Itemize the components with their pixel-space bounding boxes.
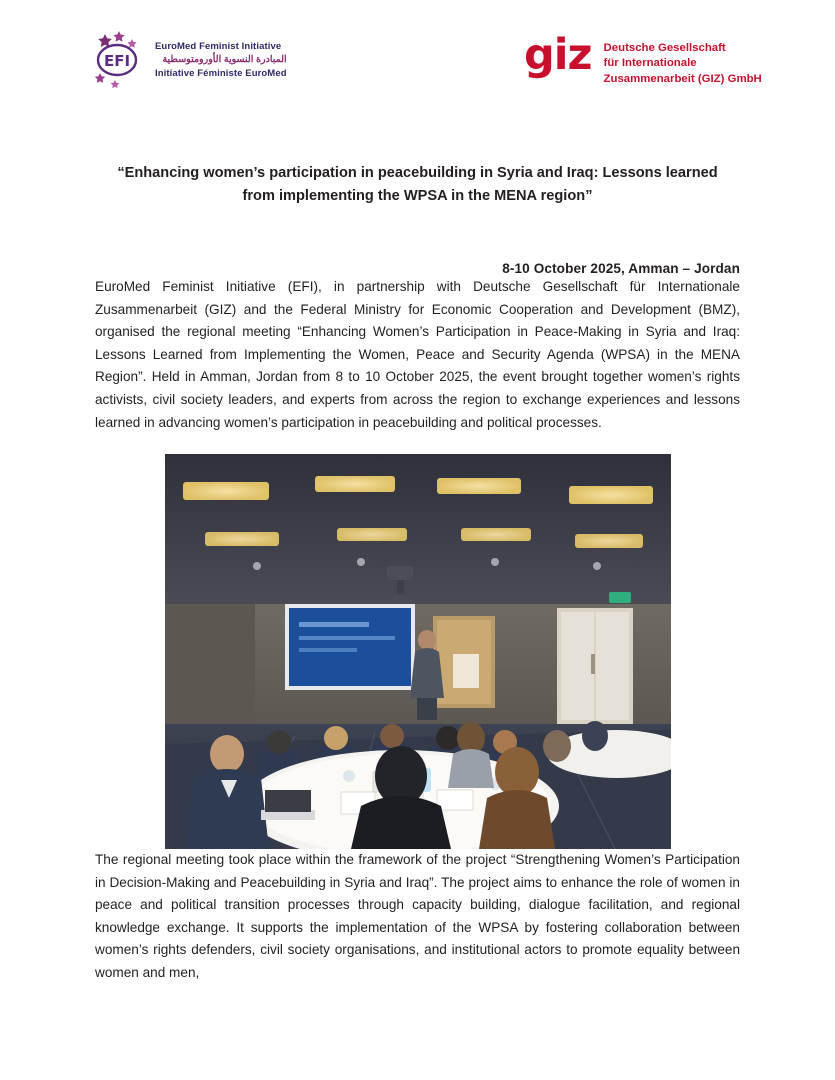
conference-room-photo bbox=[165, 454, 671, 849]
efi-logo-line-ar: المبادرة النسوية الأورومتوسطية bbox=[162, 54, 287, 66]
giz-logo-line-3: Zusammenarbeit (GIZ) GmbH bbox=[603, 72, 762, 85]
logo-bar bbox=[0, 0, 835, 110]
page-title-line-2: from implementing the WPSA in the MENA region” bbox=[242, 187, 593, 204]
efi-logo-line-en: EuroMed Feminist Initiative bbox=[155, 41, 282, 53]
giz-logo-text bbox=[604, 36, 762, 87]
giz-logo-line-2: für Internationale bbox=[603, 57, 697, 70]
giz-logo bbox=[524, 30, 762, 87]
paragraph-1: EuroMed Feminist Initiative (EFI), in partnership with Deutsche Gesellschaft für Internationale Zusammenarbeit (GIZ) and the Federal Ministry for Economic Cooperation and Development (BMZ), organised the regional meeting “Enhancing Women’s Participation in Peace-Making in Syria and Iraq: Lessons Learned from Implementing the Women, Peace and Security Agenda (WPSA) in the MENA Region”. Held in Amman, Jordan from 8 to 10 October 2025, the event brought together women’s rights activists, civil society leaders, and experts from across the region to exchange experiences and lessons learned in advancing women’s participation in peacebuilding and political processes. bbox=[95, 279, 740, 430]
efi-logo-line-fr: Initiative Féministe EuroMed bbox=[155, 67, 287, 79]
page-title bbox=[95, 162, 740, 207]
page-title-line-1: “Enhancing women’s participation in peacebuilding in Syria and Iraq: Lessons learned bbox=[117, 165, 718, 181]
event-dateline: 8-10 October 2025, Amman – Jordan bbox=[502, 261, 740, 277]
svg-text:EFI: EFI bbox=[103, 52, 131, 70]
document-content bbox=[95, 162, 740, 985]
efi-star-monogram-logo-icon bbox=[88, 28, 146, 90]
efi-logo-text bbox=[155, 38, 287, 79]
giz-logo-line-1: Deutsche Gesellschaft bbox=[603, 42, 726, 54]
photo-container bbox=[95, 454, 740, 849]
paragraph-2: The regional meeting took place within the framework of the project “Strengthening Women’s Participation in Decision-Making and Peacebuilding in Syria and Iraq”. The project aims to enhance the role of women in peace and political transition processes through capacity building, dialogue facilitation, and regional knowledge exchange. It supports the implementation of the WPSA by fostering collaboration between women’s rights defenders, civil society organisations, and institutional actors to promote equality between women and men, bbox=[95, 852, 740, 980]
giz-wordmark: giz bbox=[524, 30, 592, 80]
efi-logo bbox=[88, 28, 287, 90]
